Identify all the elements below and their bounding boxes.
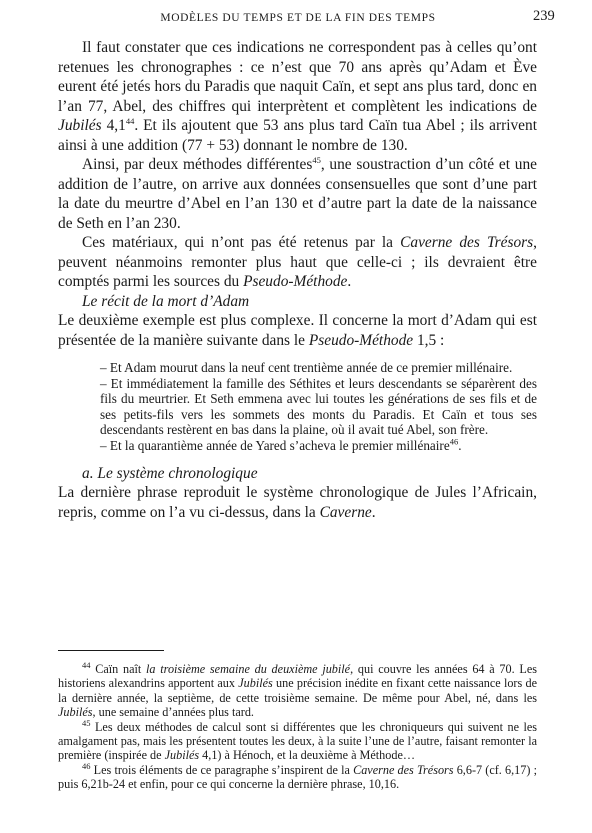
section-heading: Le récit de la mort d’Adam [82, 292, 250, 310]
running-header: MODÈLES DU TEMPS ET DE LA FIN DES TEMPS [160, 12, 436, 24]
footnote-44: $^{44}$ Caïn naît la troisième semaine du deuxième jubilé, qui couvre les années 64 à 70. Les historiens alexandrins apportent aux Jubilés une précision inédite en fixant cette naissance lors de la dernière année, la septième, de cette troisième semaine. De même pour Abel, né, dans les Jubilés, une semaine d’années plus tard. [58, 659, 538, 720]
paragraph-two-methods: Ainsi, par deux méthodes différentes$^{45}$, une soustraction d’un côté et une addition de l’autre, on arrive aux données consensuelles que sont d’une part la date du meurtre d’Abel en l’an 130 et d’autre part la date de la naissance de Seth en l’an 230. [58, 154, 537, 232]
subsection-heading: a. Le système chronologique [82, 464, 258, 482]
quote-line-sethites: – Et immédiatement la famille des Séthites et leurs descendants se séparèrent des fils du meurtrier. Et Seth emmena avec lui toutes les générations de ses fils et de ses petits-fils vers les sommets des monts du Paradis. Et Caïn et tous ses descendants restèrent en bas dans la plaine, où il avait tué Abel, son frère. [100, 375, 537, 438]
page-number: 239 [533, 8, 555, 24]
paragraph-sources: Ces matériaux, qui n’ont pas été retenus par la Caverne des Trésors, peuvent néanmoins remonter plus haut que celle-ci ; ils devraient être comptés parmi les sources du Pseudo-Méthode. [58, 234, 538, 290]
footnote-45: $^{45}$ Les deux méthodes de calcul sont si différentes que les chroniqueurs qui suivent ne les amalgament pas, mais les présentent toutes les deux, à la suite l’une de l’autre, faisant remonter la première (inspirée de Jubilés 4,1) à Hénoch, et la deuxième à Méthode… [58, 717, 537, 763]
paragraph-second-example: Le deuxième exemple est plus complexe. Il concerne la mort d’Adam qui est présentée de la manière suivante dans le Pseudo-Méthode 1,5 : [58, 312, 537, 349]
paragraph-last-sentence: La dernière phrase reproduit le système chronologique de Jules l’Africain, repris, comme on l’a vu ci-dessus, dans la Caverne. [58, 484, 537, 521]
main-text [58, 38, 537, 522]
paragraph-chronographers: Il faut constater que ces indications ne correspondent pas à celles qu’ont retenues les chronographes : ce n’est que 70 ans après qu’Adam et Ève eurent été jetés hors du Paradis que naquit Caïn, et sept ans plus tard, donc en l’an 77, Abel, des chiffres qui interprètent et complètent les indications de Jubilés $4,1^{44}$. Et ils ajoutent que 53 ans plus tard Caïn tua Abel ; ils arrivent ainsi à une addition (77 + 53) donnant le nombre de 130. [58, 39, 537, 154]
quote-line-adam: – Et Adam mourut dans la neuf cent trentième année de ce premier millénaire. [100, 360, 513, 375]
footnote-46: $^{46}$ Les trois éléments de ce paragraphe s’inspirent de la Caverne des Trésors 6,6-7 (cf. 6,17) ; puis 6,21b-24 et enfin, pour ce qui concerne la dernière phrase, 10,16. [58, 760, 537, 792]
footnote-ref-46[interactable]: 46 [449, 436, 459, 447]
footnote-rule [58, 650, 164, 651]
footnotes [58, 659, 538, 792]
footnote-ref-45[interactable]: 45 [312, 154, 321, 165]
quote-line-yared: – Et la quarantième année de Yared s’acheva le premier millénaire$^{46}$. [100, 436, 462, 453]
footnote-ref-44[interactable]: 44 [125, 115, 135, 126]
block-quote [100, 360, 537, 454]
